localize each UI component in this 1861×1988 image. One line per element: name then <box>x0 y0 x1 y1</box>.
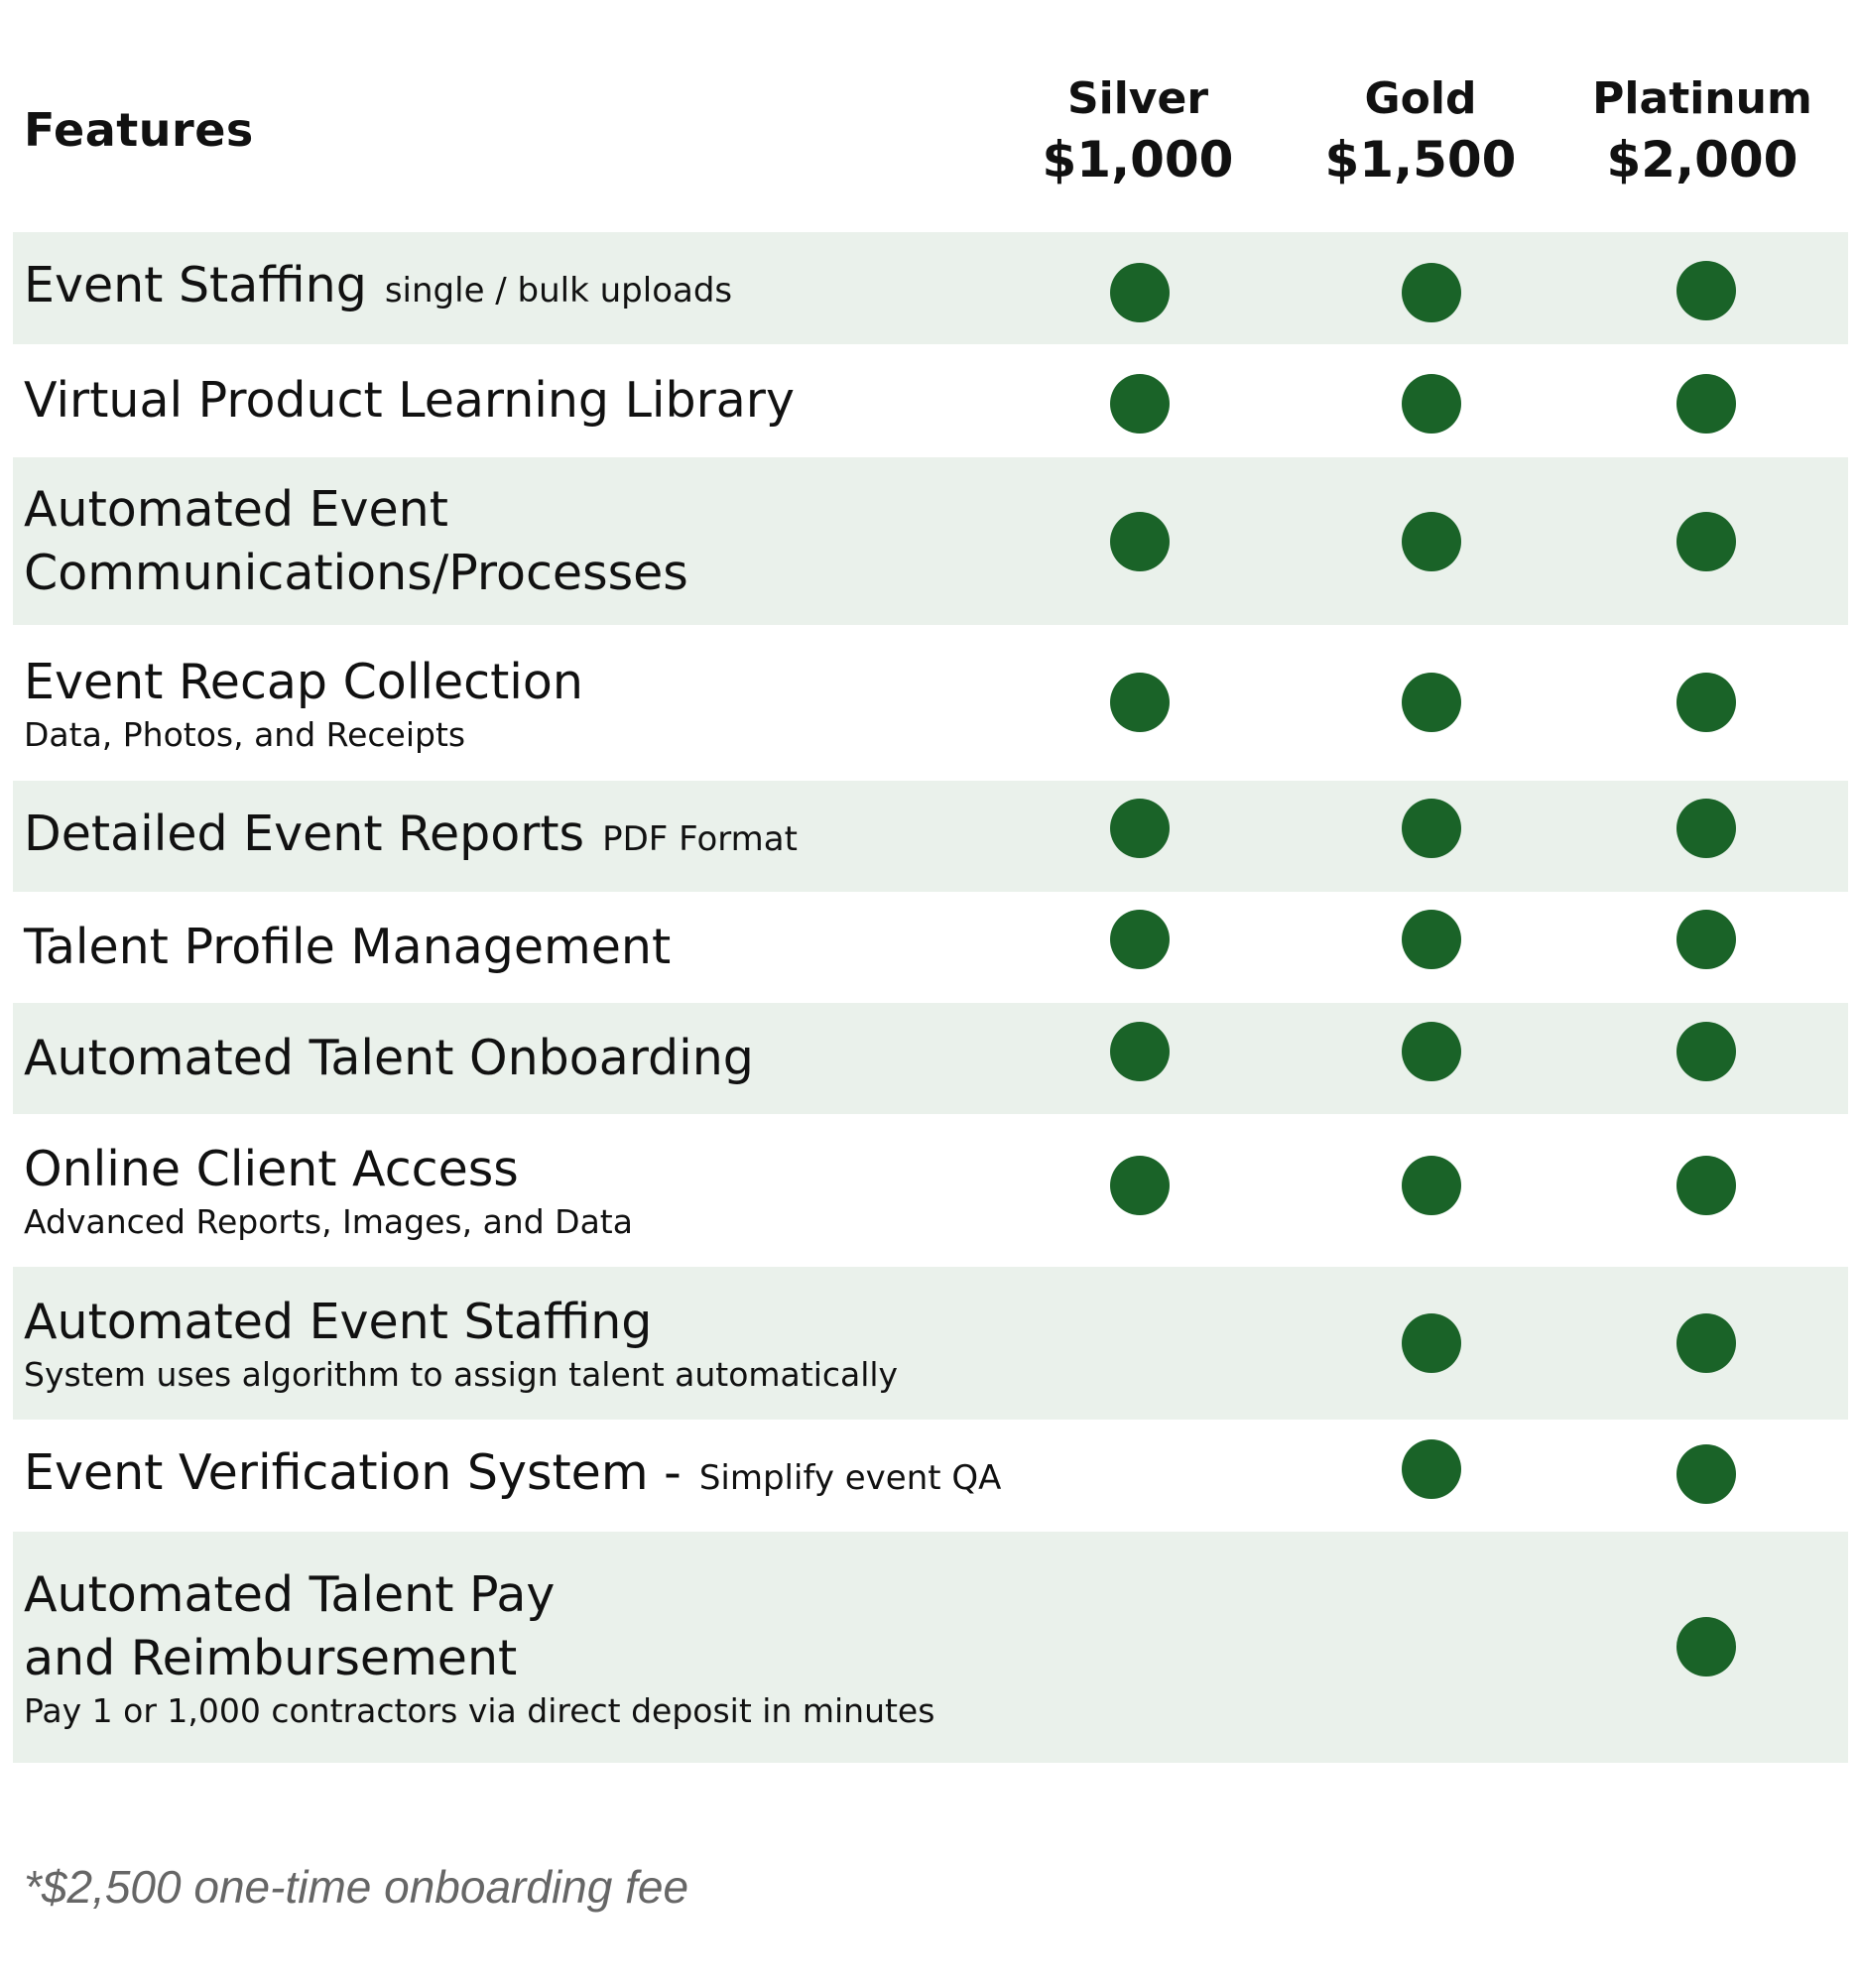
feature-row-automated-event-communications <box>13 457 1848 625</box>
feature-cell <box>24 232 1055 344</box>
included-dot-icon-gold <box>1402 1022 1461 1081</box>
feature-title: Event Recap Collection <box>24 653 583 710</box>
feature-title-text: Event Staffing <box>24 257 367 313</box>
included-dot-icon-gold <box>1402 374 1461 434</box>
included-dot-icon-gold <box>1402 1156 1461 1215</box>
tier-header-gold <box>1282 71 1559 192</box>
feature-row-event-recap-collection <box>13 625 1848 781</box>
feature-title-line-1: Automated Talent Pay <box>24 1565 556 1623</box>
feature-cell <box>24 457 1055 625</box>
feature-title <box>24 254 1055 322</box>
features-column-header: Features <box>24 103 254 157</box>
tier-header-platinum <box>1563 71 1841 192</box>
feature-title-line-1: Automated Event <box>24 480 448 538</box>
included-dot-icon-silver <box>1110 910 1170 969</box>
included-dot-icon-silver <box>1110 799 1170 858</box>
included-dot-icon-gold <box>1402 512 1461 571</box>
feature-title: Virtual Product Learning Library <box>24 372 795 429</box>
tier-name: Platinum <box>1592 73 1812 124</box>
feature-subtitle: System uses algorithm to assign talent automatically <box>24 1355 899 1394</box>
included-dot-icon-silver <box>1110 1156 1170 1215</box>
tier-header-silver <box>999 71 1277 192</box>
feature-title <box>24 803 1055 871</box>
included-dot-icon-platinum <box>1676 673 1736 732</box>
tier-name: Gold <box>1364 73 1477 124</box>
included-dot-icon-platinum <box>1676 512 1736 571</box>
included-dot-icon-gold <box>1402 1439 1461 1499</box>
feature-title: Automated Talent Onboarding <box>24 1030 754 1086</box>
feature-row-event-verification-system <box>13 1420 1848 1532</box>
feature-subtitle: Advanced Reports, Images, and Data <box>24 1202 633 1241</box>
onboarding-fee-footnote: *$2,500 one-time onboarding fee <box>24 1861 689 1913</box>
included-dot-icon-platinum <box>1676 261 1736 320</box>
included-dot-icon-silver <box>1110 1022 1170 1081</box>
feature-cell <box>24 1267 1055 1420</box>
included-dot-icon-gold <box>1402 799 1461 858</box>
feature-title: Automated Event Staffing <box>24 1294 653 1350</box>
included-dot-icon-platinum <box>1676 1617 1736 1677</box>
feature-cell <box>24 1532 1055 1763</box>
included-dot-icon-platinum <box>1676 1313 1736 1373</box>
feature-title: Online Client Access <box>24 1141 519 1197</box>
included-dot-icon-silver <box>1110 673 1170 732</box>
feature-cell <box>24 625 1055 781</box>
feature-title-line-2: Communications/Processes <box>24 544 688 601</box>
feature-title: Talent Profile Management <box>24 919 672 975</box>
included-dot-icon-silver <box>1110 512 1170 571</box>
feature-row-event-staffing <box>13 232 1848 344</box>
included-dot-icon-silver <box>1110 374 1170 434</box>
included-dot-icon-platinum <box>1676 799 1736 858</box>
feature-cell <box>24 1003 1055 1114</box>
included-dot-icon-platinum <box>1676 1156 1736 1215</box>
table-header <box>0 0 1861 232</box>
feature-cell <box>24 1420 1055 1532</box>
feature-title-text: Event Verification System - <box>24 1444 682 1501</box>
feature-row-online-client-access <box>13 1114 1848 1267</box>
features-table <box>13 232 1848 1763</box>
feature-cell <box>24 892 1055 1003</box>
feature-row-virtual-learning-library <box>13 344 1848 457</box>
feature-cell <box>24 781 1055 892</box>
included-dot-icon-gold <box>1402 1313 1461 1373</box>
feature-row-automated-event-staffing <box>13 1267 1848 1420</box>
feature-inline-subtitle: PDF Format <box>602 818 798 859</box>
included-dot-icon-platinum <box>1676 910 1736 969</box>
included-dot-icon-gold <box>1402 910 1461 969</box>
feature-row-automated-talent-onboarding <box>13 1003 1848 1114</box>
feature-title-line-2: and Reimbursement <box>24 1629 518 1686</box>
included-dot-icon-gold <box>1402 263 1461 322</box>
included-dot-icon-platinum <box>1676 1444 1736 1504</box>
tier-name: Silver <box>1066 73 1209 124</box>
feature-subtitle: Pay 1 or 1,000 contractors via direct deposit in minutes <box>24 1690 935 1730</box>
tier-price: $1,000 <box>1042 131 1234 188</box>
feature-row-detailed-event-reports <box>13 781 1848 892</box>
feature-subtitle: Data, Photos, and Receipts <box>24 714 466 754</box>
included-dot-icon-silver <box>1110 263 1170 322</box>
feature-title <box>24 1441 1055 1510</box>
included-dot-icon-gold <box>1402 673 1461 732</box>
included-dot-icon-platinum <box>1676 374 1736 434</box>
tier-price: $1,500 <box>1324 131 1517 188</box>
feature-title-text: Detailed Event Reports <box>24 805 585 862</box>
included-dot-icon-platinum <box>1676 1022 1736 1081</box>
feature-cell <box>24 1114 1055 1267</box>
feature-inline-subtitle: Simplify event QA <box>698 1458 1002 1498</box>
feature-cell <box>24 344 1055 457</box>
feature-row-talent-profile-management <box>13 892 1848 1003</box>
feature-row-automated-talent-pay <box>13 1532 1848 1763</box>
tier-price: $2,000 <box>1606 131 1799 188</box>
feature-inline-subtitle: single / bulk uploads <box>384 271 733 311</box>
